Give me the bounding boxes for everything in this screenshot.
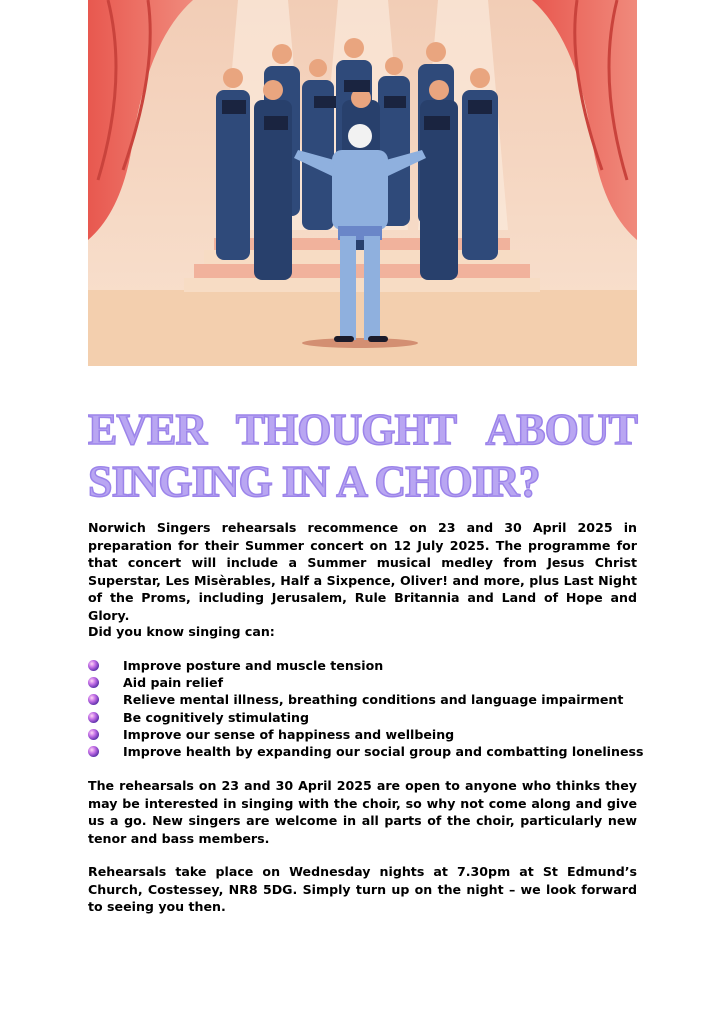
purple-sphere-bullet-icon [88, 660, 99, 671]
list-item [88, 726, 648, 743]
purple-sphere-bullet-icon [88, 712, 99, 723]
purple-sphere-bullet-icon [88, 677, 99, 688]
list-item [88, 743, 648, 760]
headline [88, 404, 637, 508]
benefits-list [88, 657, 648, 760]
benefit-text: Aid pain relief [123, 675, 224, 691]
intro-paragraph: Norwich Singers rehearsals recommence on 23 and 30 April 2025 in preparation for their Summer concert on 12 July 2025. The programme for that concert will include a Summer musical medley from Jesus Christ Superstar, Les Misèrables, Half a Sixpence, Oliver! and more, plus Last Night of the Proms, including Jerusalem, Rule Britannia and Land of Hope and Glory. [88, 520, 637, 623]
list-item [88, 709, 648, 726]
benefit-text: Improve posture and muscle tension [123, 658, 384, 673]
purple-sphere-bullet-icon [88, 694, 99, 705]
benefit-text: Improve health by expanding our social group and combatting loneliness [123, 744, 644, 760]
choir-conductor-illustration [88, 0, 637, 366]
headline-line-2: SINGING IN A CHOIR? [88, 457, 540, 506]
question-paragraph: Did you know singing can: [88, 624, 275, 639]
headline-word-3: ABOUT [485, 405, 637, 454]
benefit-text: Be cognitively stimulating [123, 709, 309, 725]
headline-word-2: THOUGHT [235, 405, 457, 454]
headline-word-1: EVER [88, 405, 207, 454]
purple-sphere-bullet-icon [88, 729, 99, 740]
list-item [88, 674, 648, 691]
benefit-text: Improve our sense of happiness and wellbeing [123, 726, 455, 742]
list-item [88, 657, 648, 674]
purple-sphere-bullet-icon [88, 746, 99, 757]
benefit-text: Relieve mental illness, breathing conditions and language impairment [123, 692, 624, 708]
list-item [88, 691, 648, 708]
headline-line-1 [88, 404, 637, 456]
rehearsal-details-paragraph: Rehearsals take place on Wednesday nights at 7.30pm at St Edmund’s Church, Costessey, NR8 5DG. Simply turn up on the night – we look forward to seeing you then. [88, 864, 637, 914]
open-rehearsals-paragraph: The rehearsals on 23 and 30 April 2025 are open to anyone who thinks they may be interested in singing with the choir, so why not come along and give us a go. New singers are welcome in all parts of the choir, particularly new tenor and bass members. [88, 778, 637, 846]
